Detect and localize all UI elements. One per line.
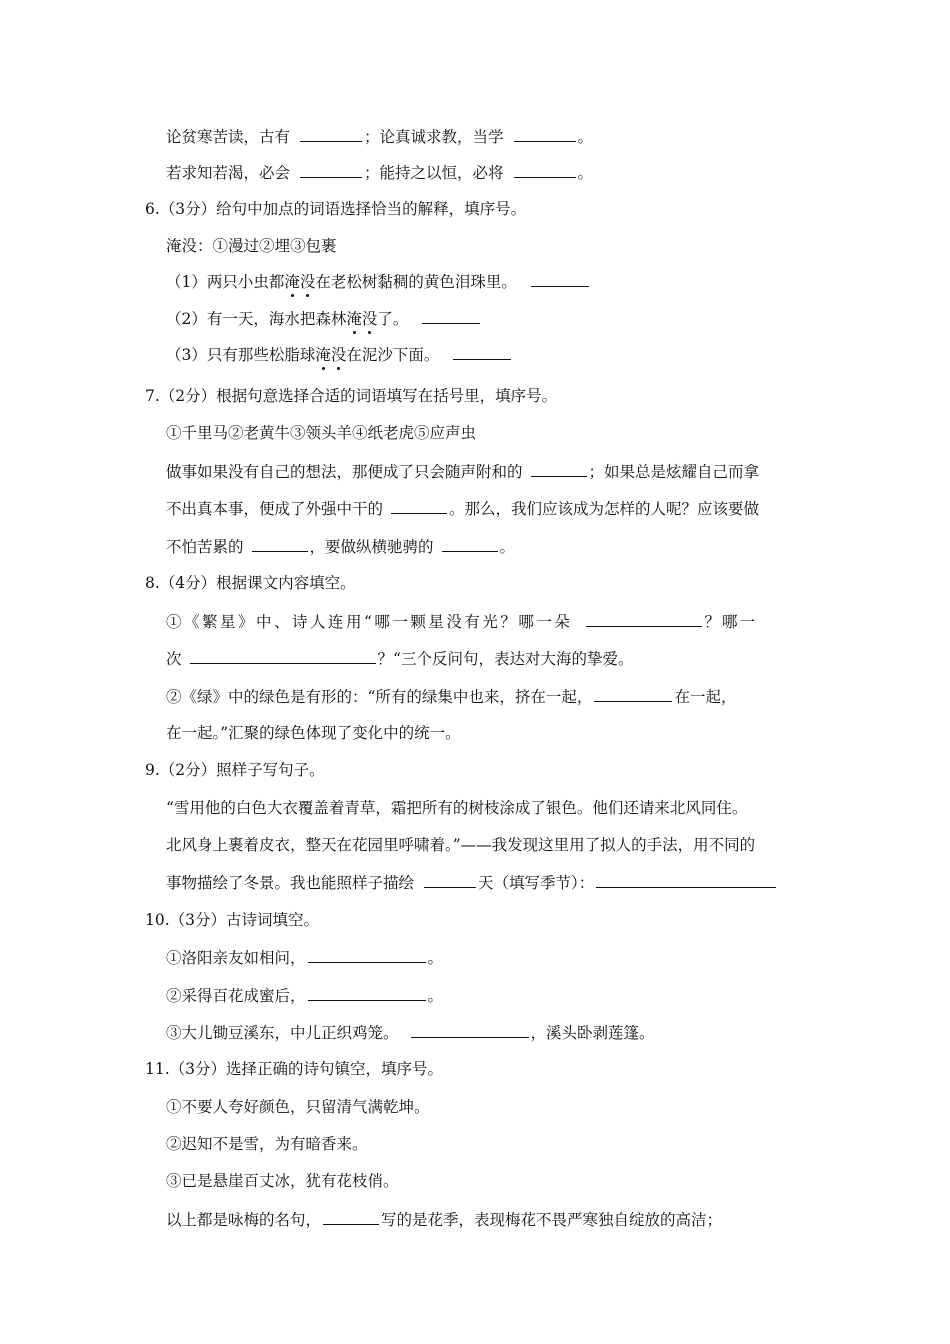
answer-blank[interactable] <box>323 1209 379 1225</box>
dotted-char: 没 <box>330 346 347 364</box>
answer-blank[interactable] <box>453 344 511 360</box>
q8-line-2: 次 ？“三个反问句，表达对大海的挚爱。 <box>166 650 634 668</box>
q6-sentence-1: （1）两只小虫都淹没在老松树黏稠的黄色泪珠里。 <box>166 271 591 292</box>
q6-sentence-2: （2）有一天，海水把森林淹没了。 <box>166 308 482 329</box>
question-11-title: 11.（3分）选择正确的诗句镇空，填序号。 <box>145 1060 444 1078</box>
q5-line-2: 若求知若渴，必会 ；能持之以恒，必将 。 <box>166 164 594 182</box>
q8-line-3: ②《绿》中的绿色是有形的：“所有的绿集中也来，挤在一起， 在一起， <box>166 688 737 706</box>
dotted-char: 淹 <box>284 273 300 291</box>
q7-line-2: 不出真本事，便成了外强中干的 。那么，我们应该成为怎样的人呢？应该要做 <box>166 500 760 518</box>
question-8-title: 8.（4分）根据课文内容填空。 <box>145 574 356 592</box>
q8-line-4: 在一起。”汇聚的绿色体现了变化中的统一。 <box>166 724 461 742</box>
question-10-title: 10.（3分）古诗词填空。 <box>145 911 320 929</box>
q11-option-2: ②迟知不是雪，为有暗香来。 <box>166 1135 368 1153</box>
q11-option-1: ①不要人夸好颜色，只留清气满乾坤。 <box>166 1098 430 1116</box>
q11-option-3: ③已是悬崖百丈冰，犹有花枝俏。 <box>166 1172 399 1190</box>
q9-line-3: 事物描绘了冬景。我也能照样子描绘 天（填写季节）： <box>166 872 778 893</box>
answer-blank[interactable] <box>594 686 672 702</box>
answer-blank[interactable] <box>308 985 426 1001</box>
answer-blank[interactable] <box>442 536 498 552</box>
q7-line-3: 不怕苦累的 ，要做纵横驰骋的 。 <box>166 538 516 556</box>
answer-blank[interactable] <box>300 126 362 142</box>
answer-blank[interactable] <box>531 271 589 287</box>
q6-sentence-3: （3）只有那些松脂球淹没在泥沙下面。 <box>166 344 513 365</box>
dotted-char: 淹 <box>315 346 331 364</box>
q8-line-1: ①《繁星》中、诗人连用“哪一颗星没有光？哪一朵 ？哪一 <box>166 613 757 631</box>
q9-line-1: “雪用他的白色大衣覆盖着青草，霜把所有的树枝涂成了银色。他们还请来北风同住。 <box>166 799 748 817</box>
answer-blank[interactable] <box>596 872 776 888</box>
dotted-char: 没 <box>299 273 316 291</box>
q5-line-1: 论贫寒苦读，古有 ；论真诚求教，当学 。 <box>166 128 594 146</box>
q9-line-2: 北风身上裹着皮衣，整天在花园里呼啸着。”——我发现这里用了拟人的手法，用不同的 <box>166 836 756 854</box>
answer-blank[interactable] <box>190 648 376 664</box>
dotted-char: 淹 <box>346 310 362 328</box>
q6-options: 淹没：①漫过②埋③包裹 <box>166 237 337 255</box>
answer-blank[interactable] <box>586 611 702 627</box>
answer-blank[interactable] <box>514 162 576 178</box>
answer-blank[interactable] <box>300 162 362 178</box>
answer-blank[interactable] <box>308 947 426 963</box>
answer-blank[interactable] <box>422 308 480 324</box>
question-7-title: 7.（2分）根据句意选择合适的词语填写在括号里，填序号。 <box>145 387 558 405</box>
answer-blank[interactable] <box>424 872 476 888</box>
answer-blank[interactable] <box>411 1022 529 1038</box>
answer-blank[interactable] <box>514 126 576 142</box>
q7-options: ①千里马②老黄牛③领头羊④纸老虎⑤应声虫 <box>166 424 477 442</box>
q11-line-1: 以上都是咏梅的名句， 写的是花季，表现梅花不畏严寒独自绽放的高洁； <box>166 1211 723 1229</box>
answer-blank[interactable] <box>391 498 447 514</box>
q10-line-3: ③大儿锄豆溪东，中儿正织鸡笼。 ，溪头卧剥莲篷。 <box>166 1024 655 1042</box>
q7-line-1: 做事如果没有自己的想法，那便成了只会随声附和的 ；如果总是炫耀自己而拿 <box>166 463 760 481</box>
question-9-title: 9.（2分）照样子写句子。 <box>145 761 325 779</box>
question-6-title: 6.（3分）给句中加点的词语选择恰当的解释，填序号。 <box>145 200 527 218</box>
answer-blank[interactable] <box>531 461 587 477</box>
answer-blank[interactable] <box>252 536 308 552</box>
q10-line-1: ①洛阳亲友如相问， 。 <box>166 949 444 967</box>
q10-line-2: ②采得百花成蜜后， 。 <box>166 987 444 1005</box>
dotted-char: 没 <box>361 310 378 328</box>
